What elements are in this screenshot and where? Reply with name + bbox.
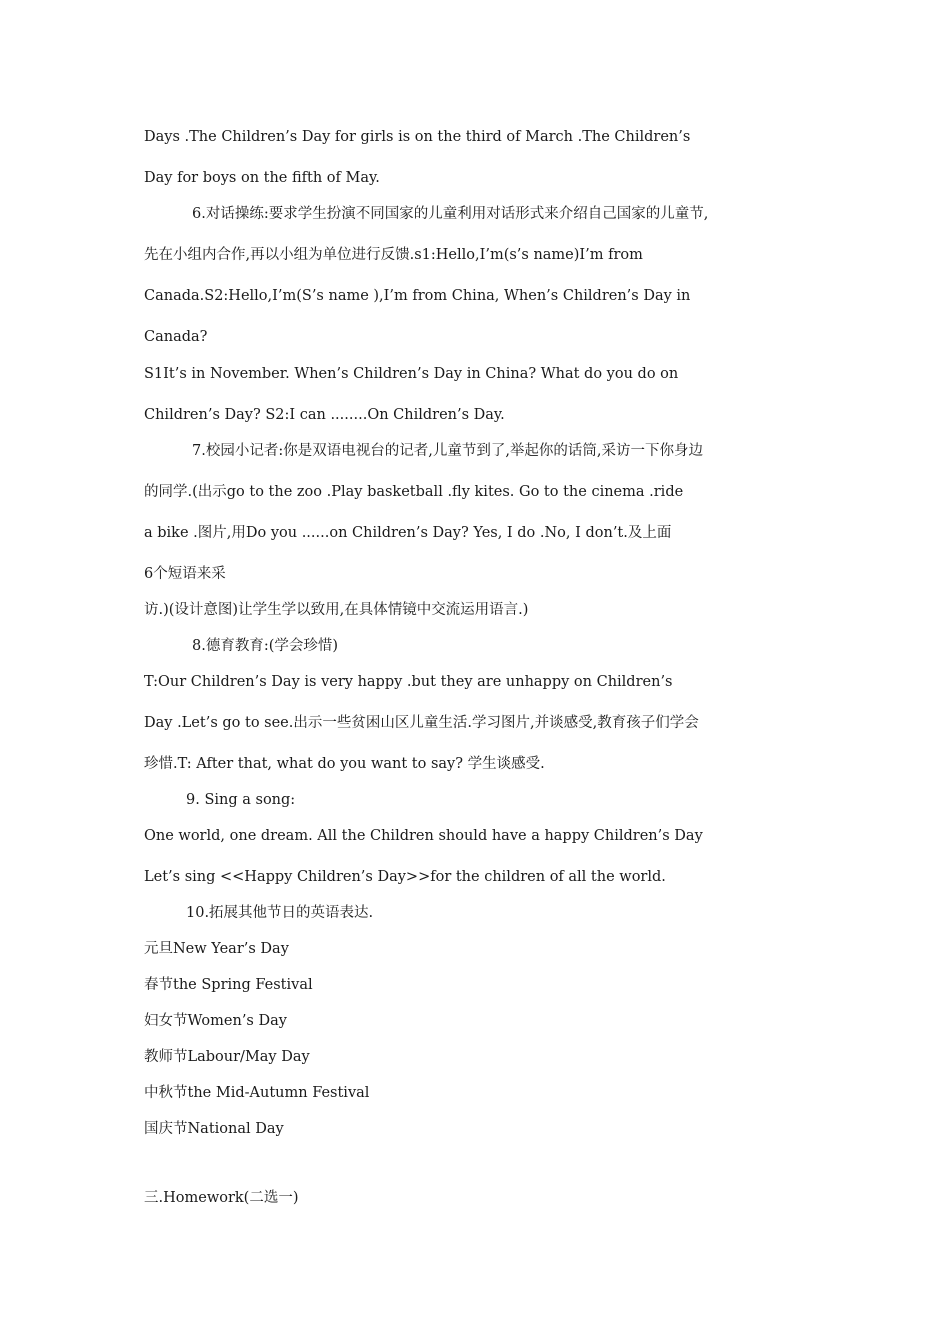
text-line: 先在小组内合作,再以小组为单位进行反馈.s1:Hello,I’m(s’s name)I’m from: [144, 247, 643, 263]
text-line: Children’s Day? S2:I can ........On Children’s Day.: [144, 407, 505, 423]
text-line: Days .The Children’s Day for girls is on the third of March .The Children’s: [144, 129, 691, 145]
text-line: S1It’s in November. When’s Children’s Day in China? What do you do on: [144, 366, 679, 382]
text-line: Canada.S2:Hello,I’m(S’s name ),I’m from China, When’s Children’s Day in: [144, 288, 691, 304]
text-line: 春节the Spring Festival: [144, 977, 313, 993]
text-line: 国庆节National Day: [144, 1121, 284, 1137]
text-line: 元旦New Year’s Day: [144, 941, 289, 957]
section-heading: 三.Homework(二选一): [144, 1190, 299, 1206]
text-line: Day for boys on the fifth of May.: [144, 170, 380, 186]
text-line: 10.拓展其他节日的英语表达.: [186, 905, 374, 921]
text-line: Let’s sing <<Happy Children’s Day>>for the children of all the world.: [144, 869, 666, 885]
text-line: Canada?: [144, 329, 208, 345]
text-line: 中秋节the Mid-Autumn Festival: [144, 1085, 370, 1101]
text-line: 6.对话操练:要求学生扮演不同国家的儿童利用对话形式来介绍自己国家的儿童节,: [192, 206, 709, 222]
text-line: 珍惜.T: After that, what do you want to say? 学生谈感受.: [144, 756, 545, 772]
text-line: 妇女节Women’s Day: [144, 1013, 287, 1029]
text-line: One world, one dream. All the Children should have a happy Children’s Day: [144, 828, 703, 844]
text-line: 教师节Labour/May Day: [144, 1049, 310, 1065]
text-line: 9. Sing a song:: [186, 792, 296, 808]
text-line: 6个短语来采: [144, 566, 226, 582]
text-line: 8.德育教育:(学会珍惜): [192, 638, 339, 654]
text-line: T:Our Children’s Day is very happy .but they are unhappy on Children’s: [144, 674, 673, 690]
text-line: a bike .图片,用Do you ......on Children’s Day? Yes, I do .No, I don’t.及上面: [144, 525, 672, 541]
text-line: 访.)(设计意图)让学生学以致用,在具体情镜中交流运用语言.): [144, 602, 529, 618]
text-line: Day .Let’s go to see.出示一些贫困山区儿童生活.学习图片,并谈感受,教育孩子们学会: [144, 715, 699, 731]
text-line: 7.校园小记者:你是双语电视台的记者,儿童节到了,举起你的话筒,采访一下你身边: [192, 443, 704, 459]
text-line: 的同学.(出示go to the zoo .Play basketball .fly kites. Go to the cinema .ride: [144, 484, 684, 500]
